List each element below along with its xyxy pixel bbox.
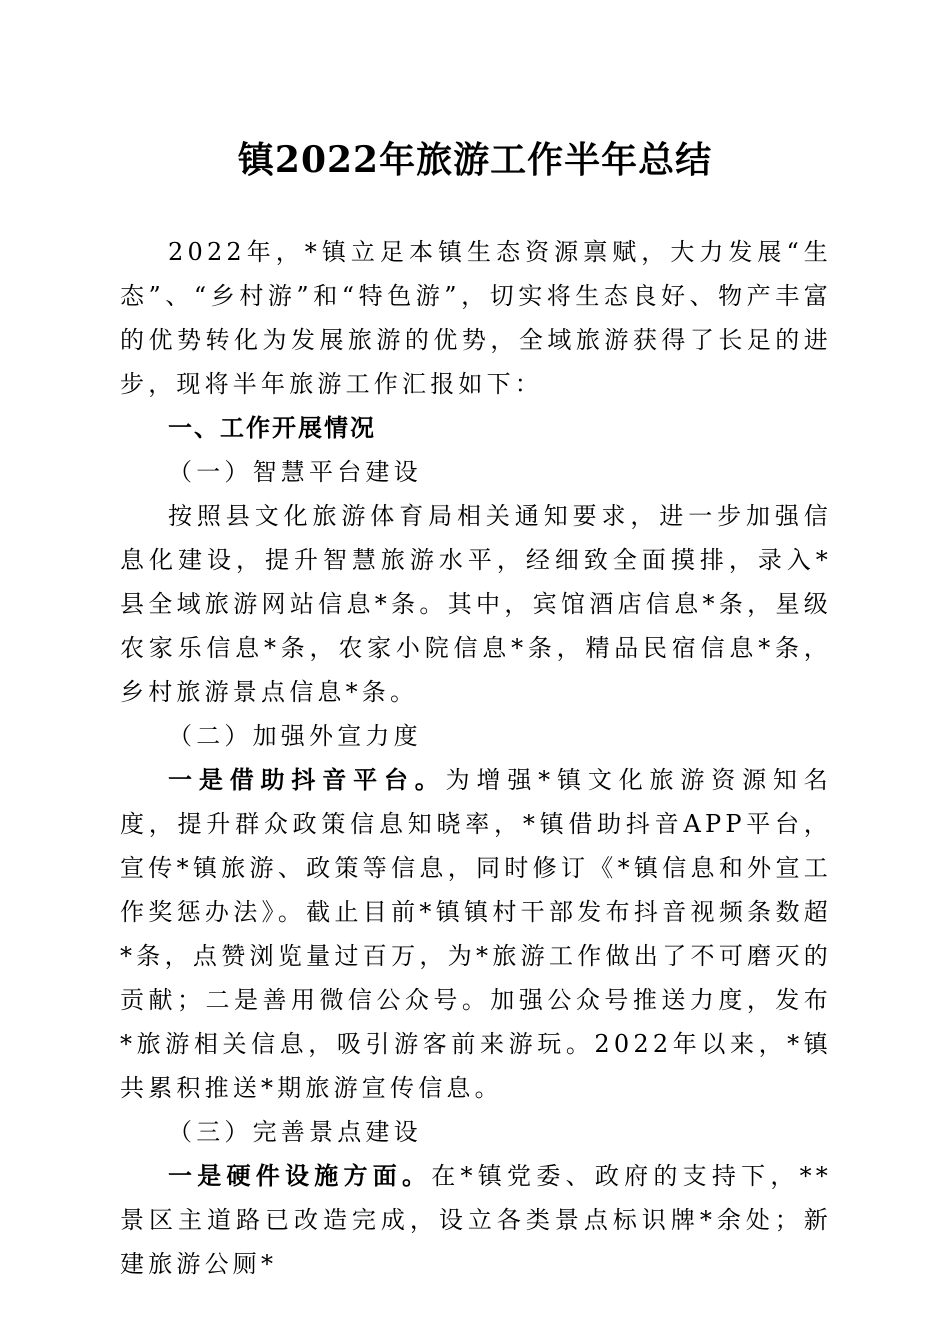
publicity-text: 为增强*镇文化旅游资源知名度，提升群众政策信息知晓率，*镇借助抖音APP平台，宣传*镇旅游、政策等信息，同时修订《*镇信息和外宣工作奖惩办法》。截止目前*镇镇村干部发布抖音视频条数超*条，点赞浏览量过百万，为*旅游工作做出了不可磨灭的贡献；二是善用微信公众号。加强公众号推送力度，发布*旅游相关信息，吸引游客前来游玩。2022年以来，*镇共累积推送*期旅游宣传信息。 xyxy=(120,766,832,1102)
subsection-heading-publicity: （二）加强外宣力度 xyxy=(168,722,422,750)
document-title: 镇2022年旅游工作半年总结 xyxy=(237,139,713,181)
scenic-spots-paragraph xyxy=(120,1154,832,1286)
publicity-lead: 一是借助抖音平台。 xyxy=(168,765,446,794)
intro-paragraph: 2022年，*镇立足本镇生态资源禀赋，大力发展“生态”、“乡村游”和“特色游”，切实将生态良好、物产丰富的优势转化为发展旅游的优势，全域旅游获得了长足的进步，现将半年旅游工作汇报如下： xyxy=(120,238,832,398)
publicity-paragraph xyxy=(120,758,832,1110)
smart-platform-paragraph: 按照县文化旅游体育局相关通知要求，进一步加强信息化建设，提升智慧旅游水平，经细致全面摸排，录入*县全域旅游网站信息*条。其中，宾馆酒店信息*条，星级农家乐信息*条，农家小院信息*条，精品民宿信息*条，乡村旅游景点信息*条。 xyxy=(120,502,832,706)
section-heading-work-progress: 一、工作开展情况 xyxy=(168,414,376,442)
subsection-heading-smart-platform: （一）智慧平台建设 xyxy=(168,458,422,486)
document-body xyxy=(120,230,832,1286)
subsection-heading-scenic-spots: （三）完善景点建设 xyxy=(168,1118,422,1146)
scenic-spots-lead: 一是硬件设施方面。 xyxy=(168,1161,432,1190)
scenic-spots-text: 在*镇党委、政府的支持下，**景区主道路已改造完成，设立各类景点标识牌*余处；新建旅游公厕* xyxy=(120,1162,832,1278)
